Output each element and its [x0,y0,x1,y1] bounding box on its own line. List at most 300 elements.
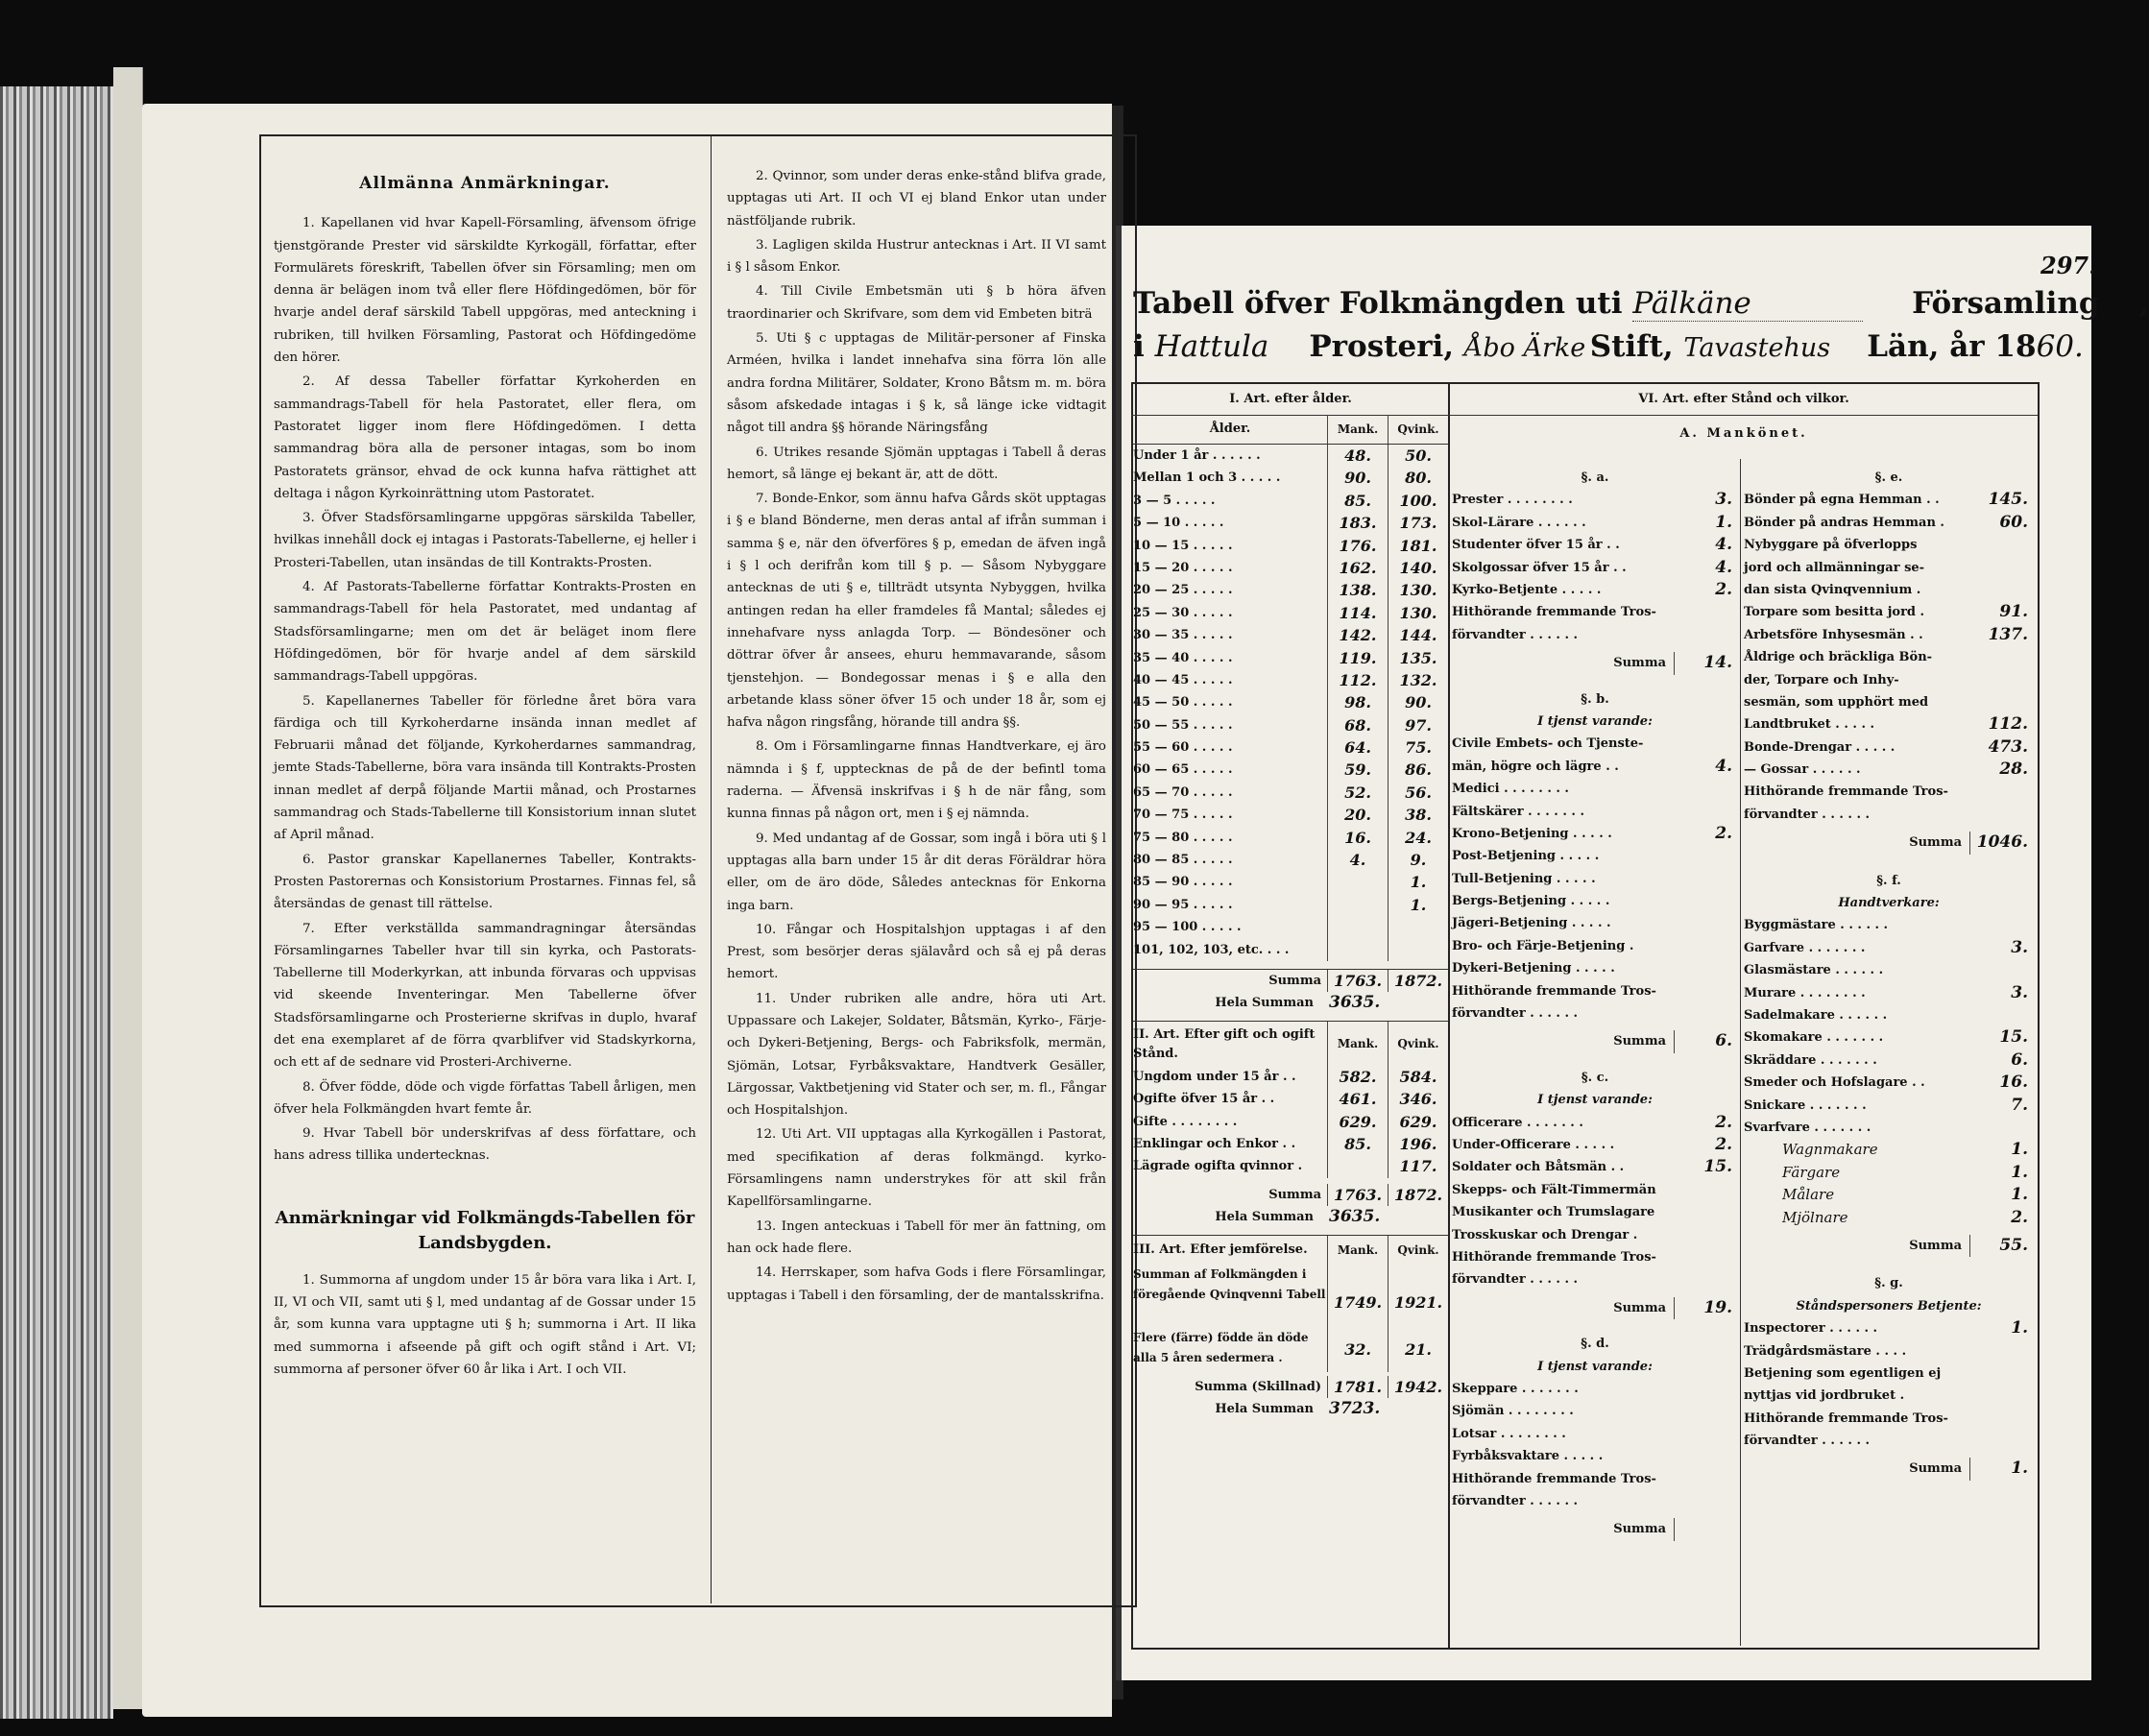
art1-section [1133,384,1448,1420]
title-prefix: Tabell öfver Folkmängden uti [1133,286,1623,321]
section-sg-row [1744,1430,2034,1452]
art1-mank: 98. [1327,691,1388,713]
section-sf-value: 3. [2011,982,2028,1002]
art2-hela-row [1133,1206,1448,1228]
section-sf-label: Glasmästare . . . . . . [1744,963,1884,978]
section-sb-label: Post-Betjening . . . . . [1452,849,1600,864]
art1-label: 60 — 65 . . . . . [1133,762,1233,778]
note-paragraph: 5. Kapellanernes Tabeller för förledne året böra vara färdiga och till Kyrkoherdarne insända innan medlet af Februarii månad det följande, Kyrkoherdarnes sammandrag, jemte Stads-Tabellerne, böra vara insända till Kontrakts-Prosten innan medlet af derpå följande Martii månad, och Prostarnes sammandrag och Stads-Tabellerne till Konsistorium innan slutet af April månad. [274,693,696,843]
section-sf-value: 16. [1999,1073,2028,1093]
section-sb-summa-value: 6. [1674,1030,1738,1052]
title-i: i [1133,329,1145,364]
art2-hela-value: 3635. [1329,1207,1381,1227]
section-se-row [1744,489,2034,511]
art3-summa-mank: 1781. [1327,1376,1388,1398]
section-sb-row [1452,801,1738,823]
section-se-label: Nybyggare på öfverlopps [1744,538,1918,553]
section-sf-value: 3. [2011,937,2028,957]
section-se-value [1970,691,2034,713]
section-sb-value [1675,980,1738,1002]
art1-qvink: 100. [1388,490,1448,512]
section-sf-label: Byggmästare . . . . . . [1744,918,1889,933]
art1-mank: 119. [1327,647,1388,669]
section-sf-value: 1. [2011,1162,2028,1182]
section-sc-row [1452,1156,1738,1178]
section-sc-title: §. c. [1581,1070,1609,1085]
section-sb-value [1675,733,1738,755]
section-sb-row [1452,823,1738,845]
art1-label: 65 — 70 . . . . . [1133,784,1233,800]
note-paragraph: 14. Herrskaper, som hafva Gods i flere Församlingar, upptagas i Tabell i den församling, der de mantalsskrifna. [727,1266,1106,1303]
section-se-value: 60. [1999,512,2028,532]
section-sg-label: Betjening som egentligen ej [1744,1365,1942,1381]
art3-hela-label: Hela Summan [1215,1401,1314,1416]
section-sc-row [1452,1112,1738,1134]
note-paragraph: 10. Fångar och Hospitalshjon upptagas i af den Prest, som besörjer deras själavård och så ej på deras hemort. [727,922,1106,982]
section-sb-label: Bergs-Betjening . . . . . [1452,894,1610,909]
section-sg-value [1970,1430,2034,1452]
art1-mank: 183. [1327,512,1388,534]
art1-label: 10 — 15 . . . . . [1133,538,1233,553]
section-se-row [1744,713,2034,735]
section-sa-row [1452,601,1738,623]
art1-mank: 4. [1327,849,1388,871]
page-number: 297. [2040,252,2097,279]
section-sb-row [1452,845,1738,867]
section-sg-value [1970,1408,2034,1430]
section-sc-row [1452,1268,1738,1290]
section-sf-label: Smeder och Hofslagare . . [1744,1075,1925,1091]
note-paragraph: 13. Ingen anteckuas i Tabell för mer än fattning, om han ock hade flere. [727,1218,1106,1256]
section-sa-value: 2. [1715,579,1732,599]
section-sa-row [1452,579,1738,601]
art1-mank: 16. [1327,827,1388,849]
table-title-line-2 [1133,329,2084,364]
art1-qvink: 144. [1388,624,1448,646]
art1-qvink: 56. [1388,782,1448,804]
art1-row [1133,827,1448,849]
art1-colheads [1133,415,1448,445]
section-sc-label: Under-Officerare . . . . . [1452,1138,1615,1153]
art1-row [1133,894,1448,916]
art1-rows [1133,445,1448,961]
art1-qvink [1388,916,1448,938]
art1-row [1133,871,1448,893]
section-sg-row [1744,1362,2034,1385]
art1-row [1133,714,1448,736]
art1-row [1133,579,1448,601]
rural-notes-heading: Anmärkningar vid Folkmängds-Tabellen för Landsbygden. [275,1207,695,1253]
section-sd-summa-label: Summa [1613,1522,1666,1537]
art1-qvink [1388,939,1448,961]
art1-qvink: 50. [1388,445,1448,467]
art2-qvink: 584. [1388,1066,1448,1088]
section-sc-value [1675,1201,1738,1223]
art1-row [1133,736,1448,759]
section-se-row [1744,759,2034,781]
section-sf-row [1744,959,2034,981]
parish-handwritten: Pälkäne [1632,286,1863,322]
section-sf-title: §. f. [1876,873,1901,888]
section-sg-row [1744,1340,2034,1362]
art1-mank [1327,939,1388,961]
section-se-row [1744,601,2034,623]
section-sb-value [1675,957,1738,979]
art2-row [1133,1133,1448,1155]
section-sc-summa-value: 19. [1674,1297,1738,1319]
art3-hela-row [1133,1398,1448,1420]
art1-label: 90 — 95 . . . . . [1133,897,1233,912]
prosteri-handwritten: Hattula [1154,329,1269,364]
art1-label: 55 — 60 . . . . . [1133,740,1233,756]
art1-mank: 64. [1327,736,1388,759]
art1-summa-qvink: 1872. [1388,970,1448,992]
note-paragraph: 3. Lagligen skilda Hustrur antecknas i Art. II VI samt i § l såsom Enkor. [727,237,1106,276]
section-sb-value [1675,801,1738,823]
art2-hela-label: Hela Summan [1215,1210,1314,1225]
art2-label: Ogifte öfver 15 år . . [1133,1092,1275,1107]
art1-label: 45 — 50 . . . . . [1133,695,1233,711]
section-sf-value: 1. [2011,1185,2028,1205]
art1-qvink: 9. [1388,849,1448,871]
section-sf-value: 1. [2011,1140,2028,1160]
section-sd-label: Fyrbåksvaktare . . . . . [1452,1449,1604,1464]
art2-header: II. Art. Efter gift och ogift Stånd. [1133,1026,1316,1061]
section-sa-row [1452,624,1738,646]
art2-summa-qvink: 1872. [1388,1184,1448,1206]
section-sf-summa-label: Summa [1909,1238,1962,1253]
section-sb-label: förvandter . . . . . . [1452,1006,1579,1022]
section-se-row [1744,557,2034,579]
art1-qvink: 75. [1388,736,1448,759]
section-sf-value: 2. [2011,1207,2028,1227]
section-se-value: 28. [1999,760,2028,780]
art1-mank: 138. [1327,579,1388,601]
section-sc-row [1452,1224,1738,1246]
art1-row [1133,647,1448,669]
note-paragraph: 9. Med undantag af de Gossar, som ingå i böra uti § l upptagas alla barn under 15 år dit deras Föräldrar höra eller, om de äro döde, Således antecknas för Enkorna inga barn. [727,831,1106,913]
art3-row-mank: 32. [1327,1328,1388,1372]
section-sg-value [1970,1385,2034,1407]
art1-mank: 142. [1327,624,1388,646]
art1-qvink: 97. [1388,714,1448,736]
section-sf-value: 15. [1999,1027,2028,1048]
section-sc-label: Soldater och Båtsmän . . [1452,1160,1625,1175]
section-sa-label: Prester . . . . . . . . [1452,493,1573,508]
section-sa-value: 4. [1715,535,1732,555]
art1-label: 30 — 35 . . . . . [1133,628,1233,643]
art1-label: Under 1 år . . . . . . [1133,448,1261,463]
art6-column-b [1744,467,2034,1490]
art2-rows [1133,1066,1448,1178]
notes-column-1 [274,144,696,1383]
section-sg-title: §. g. [1874,1276,1903,1291]
section-sb-label: Dykeri-Betjening . . . . . [1452,961,1615,976]
section-se-value: 91. [1999,602,2028,622]
art2-header-row [1133,1022,1448,1066]
section-sb-row [1452,868,1738,890]
section-se-value: 112. [1988,714,2028,735]
art1-mank: 68. [1327,714,1388,736]
art1-row [1133,691,1448,713]
section-se-value [1970,557,2034,579]
col-alder: Ålder. [1209,422,1251,436]
section-sc-summa-row [1452,1297,1738,1319]
section-sf-value [1970,959,2034,981]
section-sf-row [1744,914,2034,936]
art1-hela-label: Hela Summan [1215,996,1314,1011]
note-paragraph: 7. Efter verkställda sammandragningar återsändas Församlingarnes Tabeller hvar till sin kyrka, och Pastorats-Tabellerne till Moderkyrkan, att inbunda förvaras och uppvisas vid skeende Inventeringar. Men Tabellerne öfver Stadsförsamlingarne och Prosterierne skrifvas in duplo, hvaraf det ena exemplaret af de förra qvarblifver vid Stadskyrkorna, och ett af de sednare vid Prosteri-Archiverne. [274,921,696,1071]
section-sd-row [1452,1490,1738,1512]
art1-label: 85 — 90 . . . . . [1133,875,1233,890]
section-sd-row [1452,1423,1738,1445]
section-sd-value [1675,1490,1738,1512]
section-sf-value: 7. [2011,1095,2028,1115]
section-sd-summa-row [1452,1518,1738,1540]
section-sc-row [1452,1201,1738,1223]
lan-handwritten: Tavastehus [1683,333,1831,363]
section-se-summa-value: 1046. [1969,832,2034,854]
art3-summa-qvink: 1942. [1388,1376,1448,1398]
section-sc-row [1452,1246,1738,1268]
art1-mank: 59. [1327,759,1388,781]
art2-label: Lägrade ogifta qvinnor . [1133,1159,1303,1174]
note-paragraph: 6. Pastor granskar Kapellanernes Tabeller, Kontrakts-Prosten Pastorernas och Konsistorium Prostarnes. Finnas fel, så återsändas de genast till rättelse. [274,852,696,912]
note-paragraph: 5. Uti § c upptagas de Militär-personer af Finska Arméen, hvilka i landet innehafva sina förra lön alle andra fordna Militärer, Soldater, Krono Båtsm m. m. böra såsom afskedade intagas i § k, så länge icke vidtagit något till andra §§ hörande Näringsfång [727,331,1106,436]
section-sf-value [1970,914,2034,936]
art1-row [1133,535,1448,557]
section-sc-value [1675,1268,1738,1290]
art3-row-label: Flere (färre) födde än döde alla 5 åren sedermera . [1133,1330,1309,1364]
section-sc-label: förvandter . . . . . . [1452,1272,1579,1288]
art1-row [1133,512,1448,534]
section-sb-label: Tull-Betjening . . . . . [1452,871,1596,886]
section-sf-label: Sadelmakare . . . . . . [1744,1008,1888,1024]
section-sd-row [1452,1400,1738,1422]
section-sd-value [1675,1445,1738,1467]
note-paragraph: 2. Af dessa Tabeller författar Kyrkoherden en sammandrags-Tabell för hela Pastoratet, eller flera, om Pastoratet ligger inom flere Höfdingedömen. I detta sammandrag böra alla de personer intagas, som bo inom Pastoratets gränsor, ehvad de ock kunna hafva rättighet att deltaga i någon Kyrkoinrättning utom Pastoratet. [274,374,696,501]
section-se-label: jord och allmänningar se- [1744,560,1925,575]
notes-column-2 [727,165,1106,1596]
section-sg-label: Hithörande fremmande Tros- [1744,1410,1948,1426]
section-se-value [1970,781,2034,803]
section-se-label: Bönder på egna Hemman . . [1744,493,1940,508]
art2-row [1133,1088,1448,1110]
note-paragraph: 4. Till Civile Embetsmän uti § b höra äfven traordinarier och Skrifvare, som dem vid Embeten biträ [727,284,1106,322]
section-sc-label: Hithörande fremmande Tros- [1452,1249,1656,1265]
art1-mank: 20. [1327,804,1388,826]
section-se-label: Hithörande fremmande Tros- [1744,784,1948,800]
section-se-value [1970,669,2034,691]
section-sf-summa-value: 55. [1969,1235,2034,1257]
art1-row [1133,782,1448,804]
section-sc-value [1675,1224,1738,1246]
section-sc-value [1675,1179,1738,1201]
section-sf-row [1744,982,2034,1004]
section-sf-value [1970,1117,2034,1139]
section-se-label: Bonde-Drengar . . . . . [1744,739,1895,755]
section-sc-summa-label: Summa [1613,1300,1666,1315]
section-sf-label: Skomakare . . . . . . . [1744,1030,1884,1046]
section-sd-row [1452,1445,1738,1467]
section-se-row [1744,804,2034,826]
art2-summa-mank: 1763. [1327,1184,1388,1206]
section-sg-value [1970,1362,2034,1385]
section-sb-value: 4. [1715,756,1732,776]
section-sb-row [1452,890,1738,912]
section-sf-row [1744,1072,2034,1094]
section-sf-label: Wagnmakare [1782,1141,1878,1159]
section-sd-subtitle: I tjenst varande: [1537,1359,1653,1374]
section-sb-value [1675,890,1738,912]
art6-header-block [1452,384,2036,453]
art2-row [1133,1155,1448,1177]
art6-header: VI. Art. efter Stånd och vilkor. [1638,392,1849,406]
section-se-value [1970,804,2034,826]
art1-summa-row [1133,969,1448,992]
art1-label: 35 — 40 . . . . . [1133,650,1233,665]
title-prosteri: Prosteri, [1309,329,1455,364]
art2-label: Enklingar och Enkor . . [1133,1136,1296,1151]
section-sg-summa-row [1744,1458,2034,1480]
section-se-summa-row [1744,832,2034,854]
section-sb-value: 2. [1715,823,1732,843]
art1-mank: 90. [1327,467,1388,489]
section-sc-value: 2. [1715,1112,1732,1132]
section-sf [1744,870,2034,1258]
title-lan: Län, år 18 [1867,329,2037,364]
section-sf-row [1744,1139,2034,1161]
art1-mank: 85. [1327,490,1388,512]
art1-qvink: 140. [1388,557,1448,579]
section-sa-value [1675,601,1738,623]
art1-label: 95 — 100 . . . . . [1133,920,1242,935]
section-sa-label: Skol-Lärare . . . . . . [1452,515,1586,530]
section-se-row [1744,669,2034,691]
section-sf-value [1970,1004,2034,1026]
section-sg-label: Trädgårdsmästare . . . . [1744,1343,1907,1359]
section-sa-label: Hithörande fremmande Tros- [1452,605,1656,620]
section-sa-title: §. a. [1581,470,1609,485]
art1-row [1133,916,1448,938]
section-sd-label: förvandter . . . . . . [1452,1493,1579,1508]
section-se-label: der, Torpare och Inhy- [1744,672,1899,687]
art1-row [1133,602,1448,624]
note-paragraph: 12. Uti Art. VII upptagas alla Kyrkogällen i Pastorat, med specifikation af deras folkmängd. kyrko-Församlingens namn understrykes för att skil från Kapellförsamlingarne. [727,1127,1106,1210]
section-sg-summa-value: 1. [1969,1458,2034,1480]
section-sd-label: Skeppare . . . . . . . [1452,1381,1579,1396]
section-sb-row [1452,733,1738,755]
art1-mank [1327,894,1388,916]
art1-qvink: 173. [1388,512,1448,534]
art1-qvink: 1. [1388,871,1448,893]
section-sa-value: 1. [1715,512,1732,532]
section-sa-row [1452,489,1738,511]
note-paragraph: 11. Under rubriken alle andre, höra uti Art. Uppassare och Lakejer, Soldater, Båtsmän, Kyrko-, Färje- och Dykeri-Betjening, Bergs- och Fabriksfolk, mermän, Sjömän, Lotsar, Fyrbåksvaktare, Handtverk Gesäller, Lärgossar, Vaktbetjening vid Stater och ser, m. fl., Fångar och Hospitalshjon. [727,991,1106,1119]
section-sb-label: Civile Embets- och Tjenste- [1452,736,1644,752]
section-sg-value [1970,1340,2034,1362]
section-sa-label: förvandter . . . . . . [1452,627,1579,642]
art1-qvink: 90. [1388,691,1448,713]
art3-summa-label: Summa (Skillnad) [1195,1379,1321,1394]
col-qvink: Qvink. [1388,415,1448,444]
art2-qvink: 196. [1388,1133,1448,1155]
art1-qvink: 130. [1388,579,1448,601]
section-se-label: Torpare som besitta jord . [1744,605,1925,620]
art2-label: Ungdom under 15 år . . [1133,1069,1296,1084]
art1-label: 40 — 45 . . . . . [1133,672,1233,687]
art1-qvink: 86. [1388,759,1448,781]
section-sf-row [1744,1049,2034,1072]
section-sb-row [1452,1002,1738,1025]
section-sd-row [1452,1468,1738,1490]
section-sf-label: Målare [1782,1186,1835,1204]
section-sb-label: Medici . . . . . . . . [1452,782,1569,797]
art2-mank: 461. [1327,1088,1388,1110]
section-se-row [1744,691,2034,713]
section-sf-row [1744,1117,2034,1139]
art1-qvink: 132. [1388,669,1448,691]
art1-qvink: 24. [1388,827,1448,849]
section-se-row [1744,624,2034,646]
art1-hela-row [1133,992,1448,1014]
art3-row-mank: 1749. [1327,1265,1388,1328]
section-sc-value: 2. [1715,1135,1732,1155]
art1-qvink: 38. [1388,804,1448,826]
art1-row [1133,445,1448,467]
section-sf-label: Snickare . . . . . . . [1744,1097,1867,1113]
art3-summa-row [1133,1376,1448,1398]
art1-row [1133,669,1448,691]
section-sd [1452,1333,1738,1541]
art2-col-qvink: Qvink. [1388,1022,1448,1066]
art2-col-mank: Mank. [1327,1022,1388,1066]
section-se-label: — Gossar . . . . . . [1744,762,1861,778]
section-sa-label: Skolgossar öfver 15 år . . [1452,560,1627,575]
section-sb-row [1452,957,1738,979]
section-se-row [1744,512,2034,534]
section-sa-summa-value: 14. [1674,652,1738,674]
section-sb-row [1452,778,1738,800]
art1-summa-mank: 1763. [1327,970,1388,992]
section-sb-label: Bro- och Färje-Betjening . [1452,938,1634,953]
art3-section [1133,1235,1448,1421]
section-sf-row [1744,1207,2034,1229]
art1-row [1133,849,1448,871]
art3-row [1133,1328,1448,1372]
section-sa-label: Studenter öfver 15 år . . [1452,538,1620,553]
section-se-label: dan sista Qvinqvennium . [1744,582,1921,597]
section-sf-label: Svarfvare . . . . . . . [1744,1120,1871,1135]
section-sc-label: Musikanter och Trumslagare [1452,1205,1655,1220]
art2-mank: 582. [1327,1066,1388,1088]
section-sc-subtitle: I tjenst varande: [1537,1093,1653,1108]
section-sb-value [1675,845,1738,867]
section-sc-label: Skepps- och Fält-Timmermän [1452,1182,1656,1197]
section-sc-value: 15. [1703,1157,1732,1177]
section-sg-value: 1. [2011,1318,2028,1338]
section-sd-label: Lotsar . . . . . . . . [1452,1426,1566,1441]
art1-mank: 52. [1327,782,1388,804]
section-sa-value: 4. [1715,557,1732,577]
note-paragraph: 1. Kapellanen vid hvar Kapell-Församling, äfvensom öfrige tjenstgörande Prester vid särskildte Kyrkogäll, författar, efter Formulärets föreskrift, Tabellen öfver sin Församling; men om denna är belägen inom två eller flere Höfdingedömen, bör för hvarje andel deraf särskild Tabell uppgöras, med anteckning i rubriken, till hvilken Församling, Pastorat och Höfdingedöme den hörer. [274,216,696,366]
art6-column-a [1452,467,1738,1551]
art1-label: 15 — 20 . . . . . [1133,560,1233,575]
art3-row [1133,1265,1448,1328]
art1-header: I. Art. efter ålder. [1229,392,1352,406]
art1-label: Mellan 1 och 3 . . . . . [1133,470,1281,486]
section-sa-row [1452,512,1738,534]
